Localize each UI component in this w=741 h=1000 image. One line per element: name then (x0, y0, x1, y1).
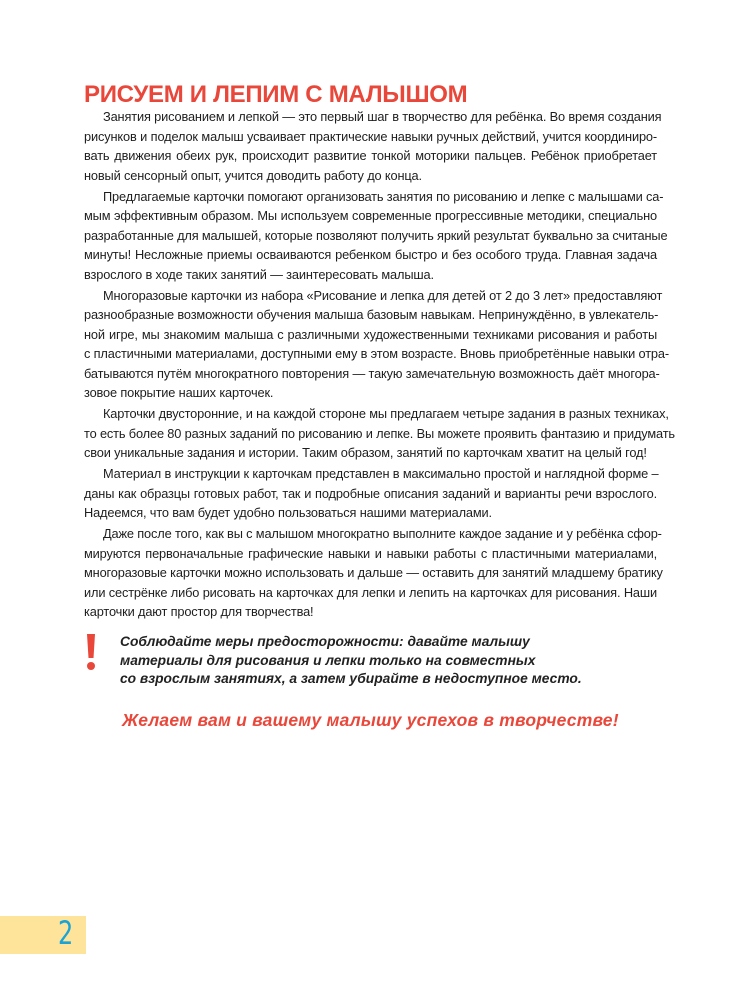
text-line: новый сенсорный опыт, учится доводить работу до конца. (84, 167, 422, 183)
exclamation-icon (86, 633, 96, 671)
paragraph (84, 286, 669, 403)
text-line: взрослого в ходе таких занятий — заинтересовать малыша. (84, 266, 434, 282)
page-number: 2 (58, 914, 74, 952)
text-line: разнообразные возможности обучения малыша базовым навыкам. Непринуждённо, в увлекатель- (84, 307, 659, 322)
text-line: или сестрёнке либо рисовать на карточках для лепки и лепить на карточках для рисования. Наши (84, 584, 657, 600)
text-line: Многоразовые карточки из набора «Рисование и лепка для детей от 2 до 3 лет» предоставляют (103, 287, 663, 303)
paragraph (84, 404, 675, 463)
body-text (84, 107, 675, 623)
text-line: разработанные для малышей, которые позволяют получить яркий результат буквально за считаные (84, 227, 668, 243)
paragraph (84, 464, 657, 523)
closing-wish: Желаем вам и вашему малышу успехов в творчестве! (122, 710, 619, 730)
text-line: Надеемся, что вам будет удобно пользоваться нашими материалами. (84, 505, 492, 520)
text-line: батываются путём многократного повторения — такую замечательную возможность даёт многора- (84, 365, 660, 381)
warning-line: со взрослым занятиях, а затем убирайте в недоступное место. (120, 671, 582, 687)
text-line: карточки дают простор для творчества! (84, 604, 314, 619)
text-line: Занятия рисованием и лепкой — это первый шаг в творчество для ребёнка. Во время создания (103, 109, 662, 124)
text-line: минуты! Несложные приемы осваиваются ребенком быстро и без особого труда. Главная задача (84, 247, 657, 262)
text-line: с пластичными материалами, доступными ему в этом возрасте. Вновь приобретённые навыки отра- (84, 346, 669, 361)
text-line: Предлагаемые карточки помогают организовать занятия по рисованию и лепке с малышами са- (103, 188, 664, 204)
paragraph (84, 524, 663, 622)
text-line: Карточки двусторонние, и на каждой стороне мы предлагаем четыре задания в разных техниках, (103, 406, 669, 421)
text-line: то есть более 80 разных заданий по рисованию и лепке. Вы можете проявить фантазию и придумать (84, 425, 675, 441)
warning-line: материалы для рисования и лепки только на совместных (120, 652, 536, 668)
warning-line: Соблюдайте меры предосторожности: давайте малышу (120, 634, 530, 649)
text-line: Материал в инструкции к карточкам представлен в максимально простой и наглядной форме – (103, 466, 659, 481)
text-line: вать движения обеих рук, происходит развитие тонкой моторики пальцев. Ребёнок приобретает (84, 148, 657, 163)
text-line: мируются первоначальные графические навыки и навыки работы с пластичными материалами, (84, 545, 657, 561)
page-title: РИСУЕМ И ЛЕПИМ С МАЛЫШОМ (84, 81, 468, 108)
text-line: даны как образцы готовых работ, так и подробные описания заданий и варианты речи взрослого. (84, 485, 657, 501)
text-line: Даже после того, как вы с малышом многократно выполните каждое задание и у ребёнка сфор- (103, 526, 662, 541)
text-line: многоразовые карточки можно использовать и дальше — оставить для занятий младшему братику (84, 565, 663, 580)
paragraph (84, 107, 662, 185)
text-line: свои уникальные задания и истории. Таким образом, занятий по карточкам хватит на целый год! (84, 445, 647, 460)
text-line: рисунков и поделок малыш усваивает практические навыки ручных действий, учится координиро- (84, 128, 657, 144)
text-line: ной игре, мы знакомим малыша с различными художественными техниками рисования и работы (84, 326, 657, 342)
text-line: зовое покрытие наших карточек. (84, 385, 274, 400)
paragraph (84, 187, 668, 285)
text-line: мым эффективным образом. Мы используем современные прогрессивные методики, специально (84, 208, 657, 223)
safety-warning (120, 633, 582, 689)
